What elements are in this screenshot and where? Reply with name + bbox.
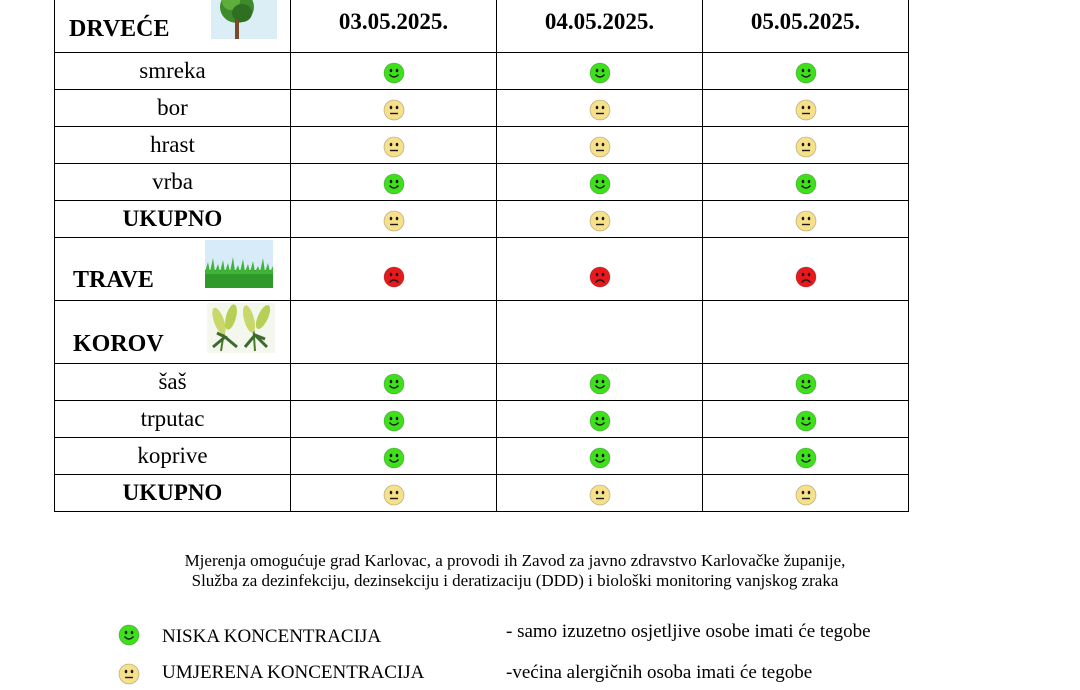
level-cell (497, 475, 703, 512)
level-cell (291, 401, 497, 438)
empty-cell (703, 301, 909, 364)
level-cell (291, 53, 497, 90)
grass-image (205, 240, 273, 288)
level-cell (703, 53, 909, 90)
level-cell (291, 164, 497, 201)
smiley-happy-icon (589, 173, 611, 195)
smiley-sad-icon (589, 266, 611, 288)
table-row (55, 90, 909, 127)
plant-name: bor (55, 90, 291, 127)
smiley-happy-icon (795, 373, 817, 395)
legend-moderate-description: -većina alergičnih osoba imati će tegobe (506, 662, 813, 683)
smiley-happy-icon (795, 173, 817, 195)
smiley-neutral-icon (383, 99, 405, 121)
trees-total-row (55, 201, 909, 238)
level-cell (703, 127, 909, 164)
table-row (55, 438, 909, 475)
legend-moderate-label: UMJERENA KONCENTRACIJA (162, 662, 425, 683)
plant-name: trputac (55, 401, 291, 438)
empty-cell (291, 301, 497, 364)
level-cell (291, 475, 497, 512)
level-cell (291, 201, 497, 238)
plant-name: šaš (55, 364, 291, 401)
pollen-forecast-table (54, 0, 909, 512)
level-cell (291, 238, 497, 301)
level-cell (497, 201, 703, 238)
level-cell (497, 364, 703, 401)
empty-cell (497, 301, 703, 364)
trees-header-cell (55, 0, 291, 53)
weeds-group-label: KOROV (73, 331, 164, 357)
smiley-happy-icon (589, 62, 611, 84)
smiley-happy-icon (383, 173, 405, 195)
table-row (55, 364, 909, 401)
smiley-neutral-icon (383, 136, 405, 158)
level-cell (291, 127, 497, 164)
plant-name: vrba (55, 164, 291, 201)
date-header-3: 05.05.2025. (703, 0, 909, 53)
date-header-1: 03.05.2025. (291, 0, 497, 53)
smiley-happy-icon (589, 410, 611, 432)
level-cell (291, 90, 497, 127)
smiley-neutral-icon (383, 210, 405, 232)
weed-image (207, 303, 275, 353)
smiley-happy-icon (795, 447, 817, 469)
grasses-group-label: TRAVE (73, 267, 154, 293)
date-header-2: 04.05.2025. (497, 0, 703, 53)
level-cell (703, 238, 909, 301)
level-cell (703, 201, 909, 238)
legend-low-description: - samo izuzetno osjetljive osobe imati će tegobe (506, 621, 871, 642)
smiley-happy-icon (383, 447, 405, 469)
smiley-neutral-icon (589, 136, 611, 158)
smiley-neutral-icon (589, 99, 611, 121)
level-cell (703, 475, 909, 512)
level-cell (703, 438, 909, 475)
level-cell (703, 90, 909, 127)
level-cell (497, 90, 703, 127)
level-cell (497, 238, 703, 301)
level-cell (497, 438, 703, 475)
smiley-neutral-icon (589, 484, 611, 506)
smiley-happy-icon (795, 410, 817, 432)
plant-name: hrast (55, 127, 291, 164)
weeds-cell (55, 301, 291, 364)
weeds-header-row (55, 301, 909, 364)
smiley-neutral-icon (795, 136, 817, 158)
level-cell (497, 164, 703, 201)
footnote-line-1: Mjerenja omogućuje grad Karlovac, a provodi ih Zavod za javno zdravstvo Karlovačke županije, (184, 551, 846, 570)
smiley-sad-icon (795, 266, 817, 288)
level-cell (497, 127, 703, 164)
weeds-total-row (55, 475, 909, 512)
header-row (55, 0, 909, 53)
smiley-happy-icon (383, 373, 405, 395)
smiley-neutral-icon (795, 210, 817, 232)
tree-image (211, 0, 277, 39)
smiley-neutral-icon (118, 663, 140, 685)
smiley-neutral-icon (589, 210, 611, 232)
smiley-sad-icon (383, 266, 405, 288)
trees-total-label: UKUPNO (55, 201, 291, 238)
table-row (55, 53, 909, 90)
weeds-total-label: UKUPNO (55, 475, 291, 512)
grasses-cell (55, 238, 291, 301)
smiley-neutral-icon (383, 484, 405, 506)
smiley-neutral-icon (795, 484, 817, 506)
level-cell (703, 401, 909, 438)
smiley-happy-icon (589, 373, 611, 395)
level-cell (703, 364, 909, 401)
smiley-happy-icon (383, 62, 405, 84)
plant-name: koprive (55, 438, 291, 475)
footnote (0, 551, 1030, 591)
grasses-row (55, 238, 909, 301)
smiley-happy-icon (118, 624, 140, 646)
level-cell (497, 401, 703, 438)
level-cell (497, 53, 703, 90)
smiley-happy-icon (795, 62, 817, 84)
level-cell (291, 364, 497, 401)
table-row (55, 401, 909, 438)
smiley-neutral-icon (795, 99, 817, 121)
footnote-line-2: Služba za dezinfekciju, dezinsekciju i deratizaciju (DDD) i biološki monitoring vanjskog zraka (191, 571, 839, 590)
legend-low-label: NISKA KONCENTRACIJA (162, 626, 382, 647)
trees-group-label: DRVEĆE (69, 16, 170, 42)
table-row (55, 127, 909, 164)
smiley-happy-icon (383, 410, 405, 432)
level-cell (703, 164, 909, 201)
table-row (55, 164, 909, 201)
level-cell (291, 438, 497, 475)
smiley-happy-icon (589, 447, 611, 469)
plant-name: smreka (55, 53, 291, 90)
